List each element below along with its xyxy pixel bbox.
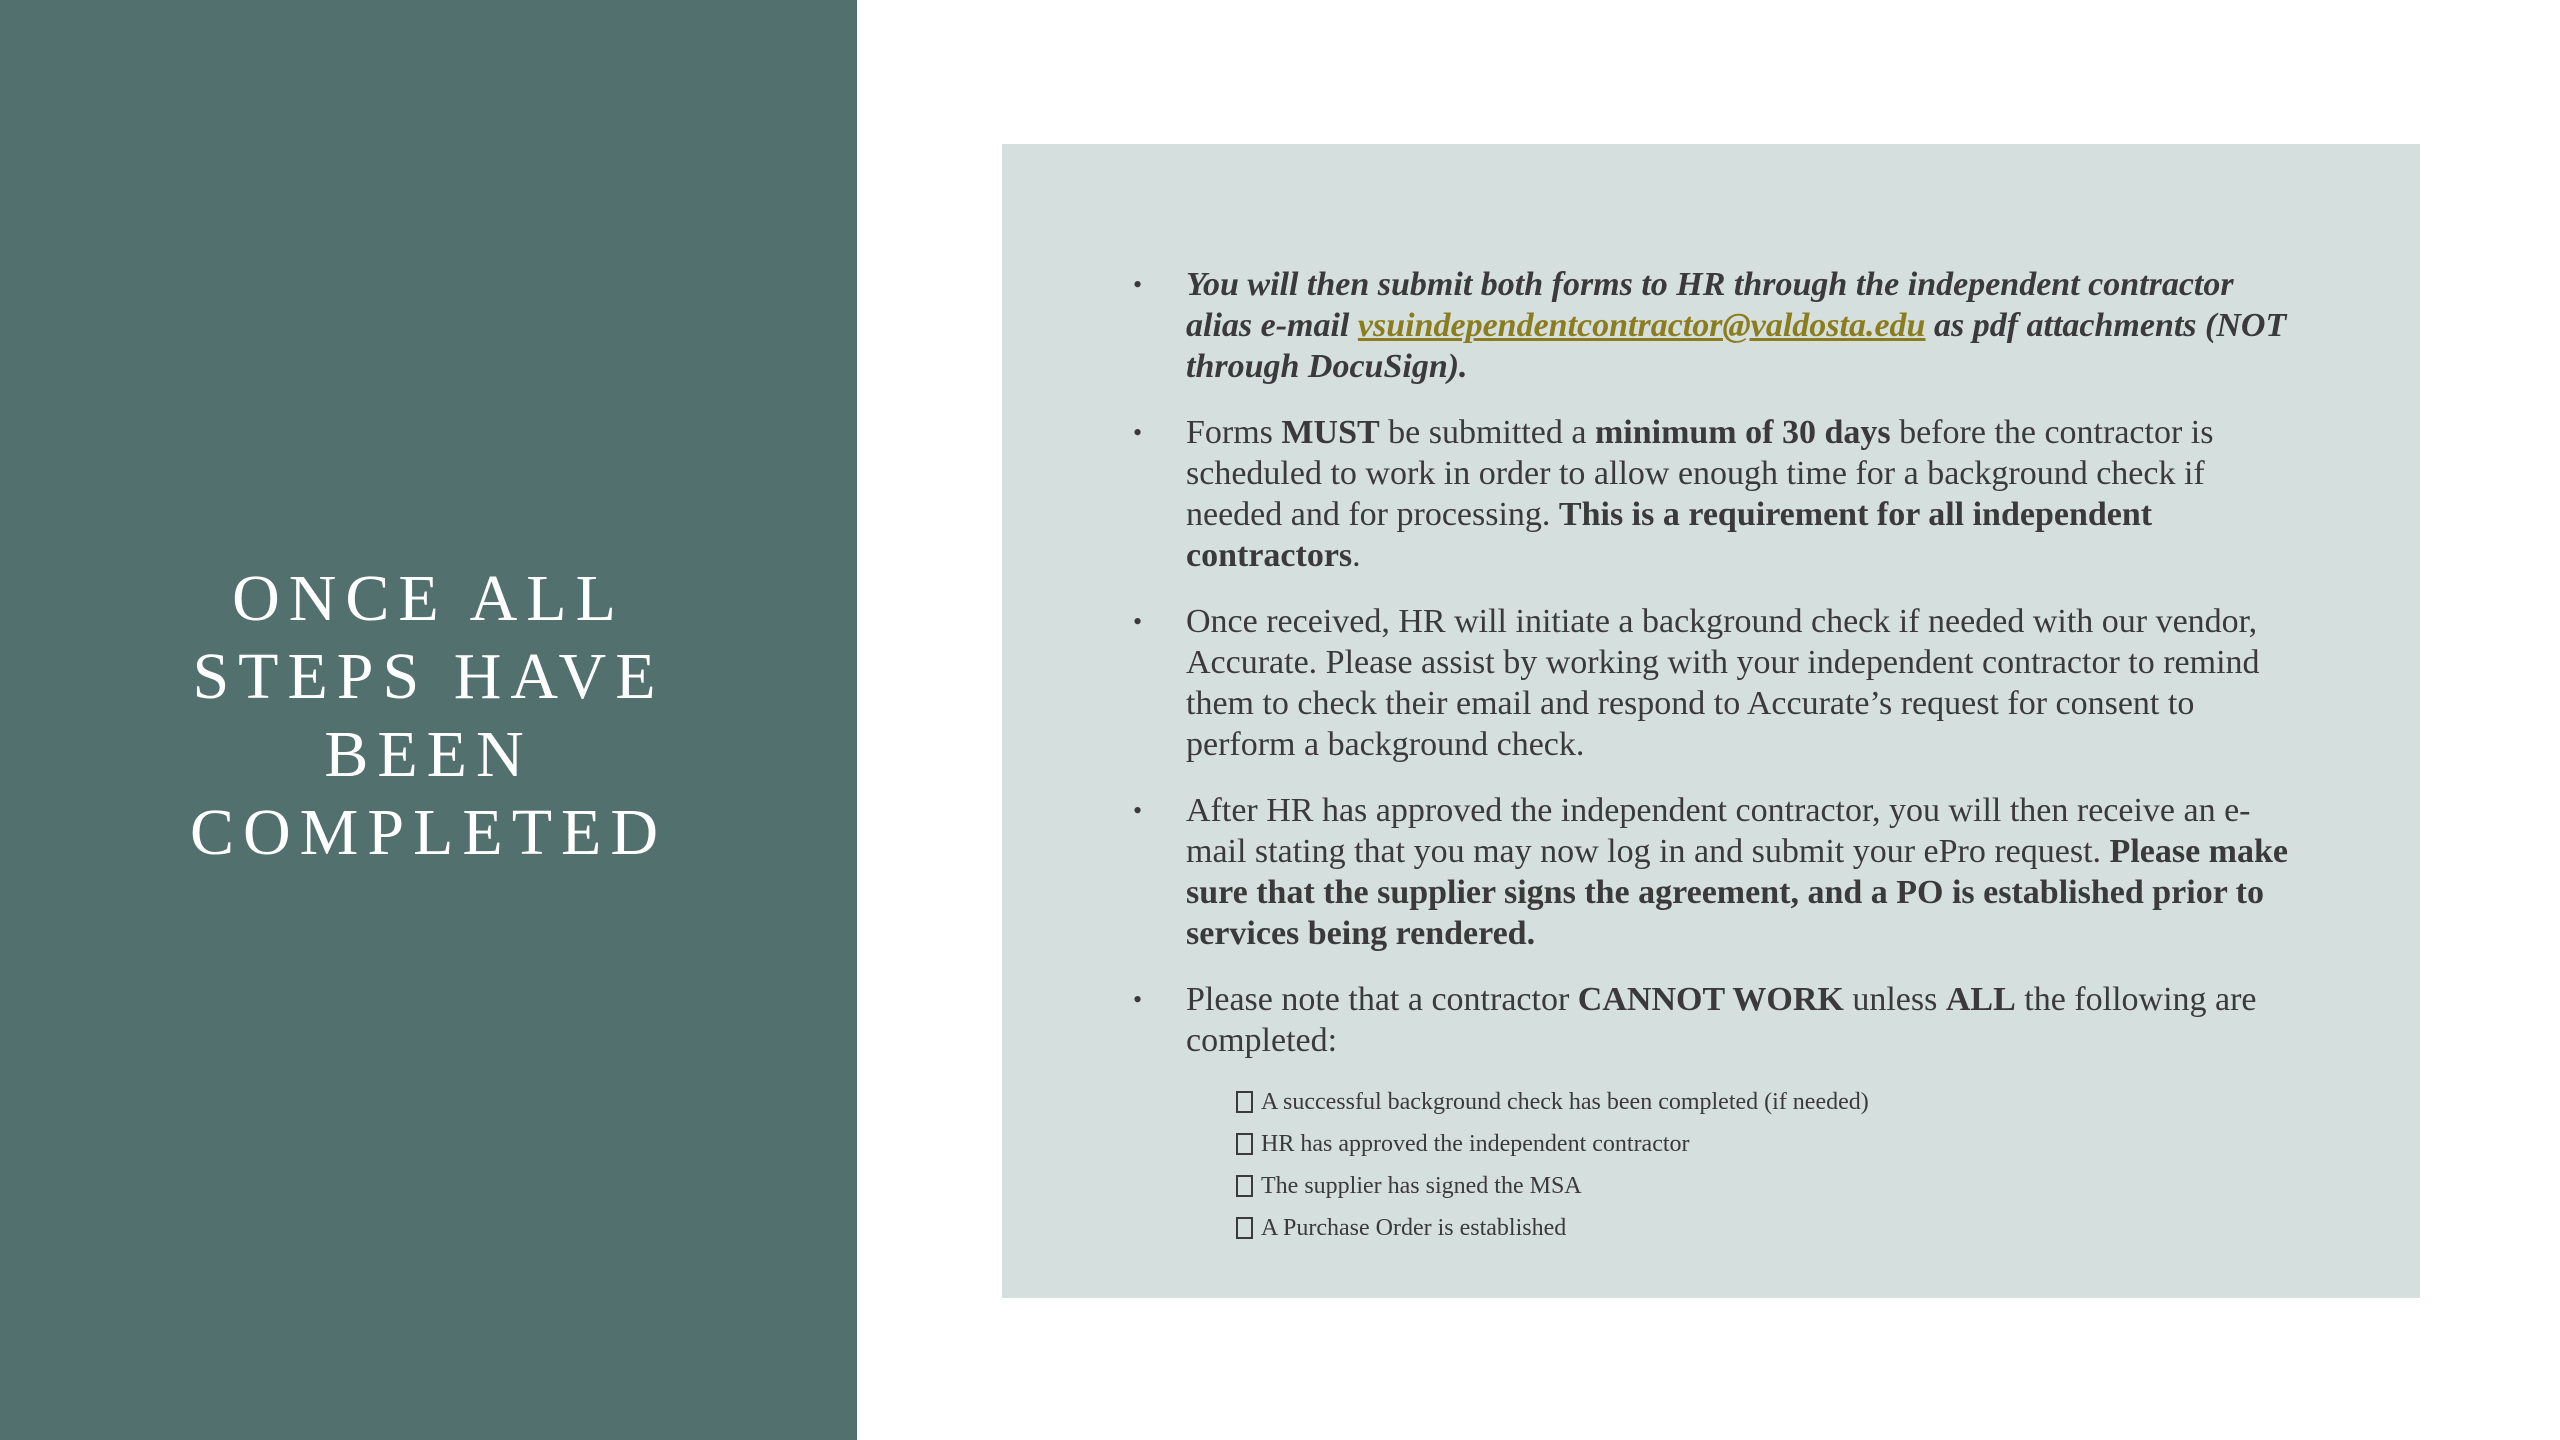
title-line: STEPS HAVE bbox=[192, 640, 665, 713]
all-emphasis: ALL bbox=[1945, 981, 2016, 1018]
bullet-dot-icon: • bbox=[1133, 796, 1143, 825]
bullet-deadline bbox=[1133, 412, 2293, 576]
cannot-work-text: Please note that a contractor bbox=[1186, 981, 1578, 1018]
submit-text-end: as pdf attachments (NOT through DocuSign). bbox=[1186, 307, 2287, 385]
requirements-checklist bbox=[1236, 1081, 2293, 1249]
cannot-work-text: the following are completed: bbox=[1186, 981, 2257, 1059]
checklist-item bbox=[1236, 1207, 2293, 1249]
bullet-approval bbox=[1133, 790, 2293, 954]
title-line: BEEN bbox=[324, 718, 533, 791]
title-line: COMPLETED bbox=[190, 796, 667, 869]
checklist-item-label: A Purchase Order is established bbox=[1261, 1215, 1567, 1241]
minimum-days-emphasis: minimum of 30 days bbox=[1594, 414, 1891, 451]
checkbox-icon bbox=[1236, 1091, 1253, 1113]
title-line: ONCE ALL bbox=[232, 562, 625, 635]
checkbox-icon bbox=[1236, 1133, 1253, 1155]
cannot-work-emphasis: CANNOT WORK bbox=[1577, 981, 1844, 1018]
checklist-item-label: HR has approved the independent contractor bbox=[1261, 1131, 1690, 1157]
bullet-cannot-work bbox=[1133, 979, 2293, 1249]
bullet-background-check bbox=[1133, 601, 2293, 765]
checkbox-icon bbox=[1236, 1175, 1253, 1197]
deadline-text: be submitted a bbox=[1379, 414, 1595, 451]
background-text: Once received, HR will initiate a background check if needed with our vendor, Accurate. Please assist by working with your independent contractor to remind them to check their email and respond to Accurate’s request for consent to perform a background check. bbox=[1186, 603, 2260, 763]
contractor-email-link[interactable]: vsuindependentcontractor@valdosta.edu bbox=[1357, 307, 1926, 344]
checkbox-icon bbox=[1236, 1217, 1253, 1239]
approval-emphasis: Please make sure that the supplier signs the agreement, and a PO is established prior to services being rendered. bbox=[1186, 833, 2288, 952]
bullet-submit-forms bbox=[1133, 264, 2293, 387]
checklist-item-label: A successful background check has been completed (if needed) bbox=[1261, 1089, 1869, 1115]
deadline-text: . bbox=[1352, 537, 1361, 574]
slide-title bbox=[0, 560, 857, 872]
approval-text: After HR has approved the independent contractor, you will then receive an e-mail stating that you may now log in and submit your ePro request. bbox=[1186, 792, 2251, 870]
checklist-item bbox=[1236, 1081, 2293, 1123]
bullet-dot-icon: • bbox=[1133, 270, 1143, 299]
checklist-item bbox=[1236, 1123, 2293, 1165]
checklist-item bbox=[1236, 1165, 2293, 1207]
deadline-text: before the contractor is scheduled to work in order to allow enough time for a background check if needed and for processing. bbox=[1186, 414, 2214, 533]
submit-text: You will then submit both forms to HR through the independent contractor alias e-mail bbox=[1186, 266, 2234, 344]
cannot-work-text: unless bbox=[1843, 981, 1946, 1018]
title-panel bbox=[0, 0, 857, 1440]
requirement-emphasis: This is a requirement for all independent contractors bbox=[1186, 496, 2153, 574]
bullet-dot-icon: • bbox=[1133, 985, 1143, 1014]
bullet-list bbox=[1133, 264, 2293, 1274]
checklist-item-label: The supplier has signed the MSA bbox=[1261, 1173, 1582, 1199]
bullet-dot-icon: • bbox=[1133, 607, 1143, 636]
must-emphasis: MUST bbox=[1281, 414, 1380, 451]
deadline-text: Forms bbox=[1186, 414, 1282, 451]
bullet-dot-icon: • bbox=[1133, 418, 1143, 447]
